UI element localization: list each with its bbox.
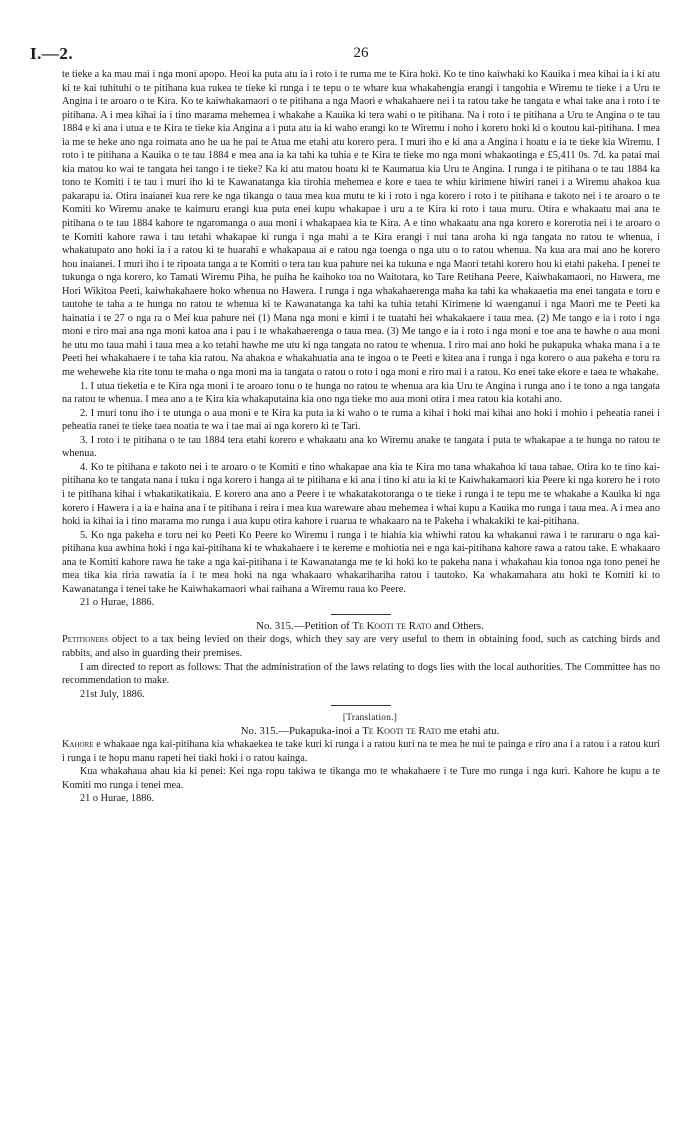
document-body xyxy=(62,68,660,806)
committee-report-maori: Kua whakahaua ahau kia ki penei: Kei nga ropu takiwa te tikanga mo te whakahaere i te Ture mo runga i nga kuri. Kahore he kupu a te Komiti mo runga i tenei mea. xyxy=(62,766,660,791)
petition-title-suffix: and Others. xyxy=(434,619,484,632)
finding-paragraph-2: 2. I muri tonu iho i te utunga o aua moni e te Kira ka puta ia ki waho o te ruma a kihai i hoki mai kihai ano hoki i mohio i peheatia ranei i peheatia ranei te tieke taea noatia te wa i tae mai ai nga korero ki te Tari. xyxy=(62,407,660,433)
petitioner-name: Te Kooti te Rato xyxy=(352,619,432,632)
report-paragraph-continued: te tieke a ka mau mai i nga moni apopo. Heoi ka puta atu ia i roto i te ruma me te Kira hoki. Ko te tino kaiwhaki ko Kauika i mea kihai ia i ki atu ki te kai tuhituhi o te pitihana kua rukea te tieke ki runga i te tepu o te whare kua whakahengia erangi i tangohia e Wiremu te tieke i a Uru te Angina i te aroaro o te Kira. Ko te kaiwhakamaori o te pitihana a nga Maori e whakahaere nei i ta ratou take he tangata e whai take ana i roto i te pitihana. A i mea kihai ia i tino marama mehemea i whakahe a Kauika ki tera wahi o te pitihana. Na i roto i te pitihana a Uru te Angina o te tau 1884 e ki ana i utua e te Kira te tieke kia Angina a i puta atu ia ki waho erangi ko te Wiremu i noho i korero hoki ki o koutou kai-pitihana. I mea ia me te heke ano nga roimata ano he ua he pai te Atua me etahi atu korero pera. I muri iho e ki ana a Angina i hoatu e ia te tieke kia Wiremu. I roto i te pitihana a Kauika o te tau 1884 e mea ana ia ka tahi ka tuhia e te Kira te tieke mo nga moni whakaotinga e £5,411 0s. 7d. ka patai mai kia matou ko wai te tangata hei tango i te tieke? Ka ki atu matou hoatu ki te Kaumatua kia Uru te Angina. I runga i te pitihana o te tau 1884 ka tono te Komiti i te tau i muri iho ki te Kawanatanga kia tirohia mehemea e kore e taea te whiu kirimene hiwiri ranei i a Wiremu ahakoa kua pakarapu ia. Otira inaianei kua rere ke nga tikanga o taua mea kua mutu te ki i roto i nga korero i roto i te pitihana e takoto nei i te aroaro o te Komiti ko Wiremu anake te kaimuru erangi kua puta enei kupu whakapae i uru a te Kira ki roto i taua muru. Otira e whakaatu mai ana te pitihana o te tau 1884 kahore te ngaromanga o aua moni i whakapaea kia te Kira. A e tino whakaatu ana nga korero e korerotia nei i te aroaro o te Komiti kahore rawa i tau tetahi whakapae ki runga i nga mahi a te Kira erangi i nui tana aroha ki nga tangata no ratou te whenua, i whakatupato ano hoki ia i a ratou ki te huarahi e whakapaua ai e ratou nga toenga o nga utu o to ratou whenua. Na kua ara mai ano he korero hou inaianei. I muri iho i te ripoata tanga a te Komiti o tera tau kua pahure nei ka tukuna e nga Maori tetahi korero hou ki etahi pakeha. I penei te tukunga o nga korero, ko Tamati Wiremu Piha, he puiha he kaihoko toa no Waitotara, ko Tare Retihana Peere, Kaiwhakamaori, no Hawera, me Hori Wikitoa Peeti, kaiwhakahaere hoko whenua no Hawera. I runga i nga whakahaerenga maha ka tahi ka whakaaetia ma enei tangata e toru e tautohe te taha a te hunga no ratou te whenua ki te Kawanatanga ka tahi ka tuhia tetahi Kirimene ki waenganui i nga Maori me te Peeti ka hainatia i te 27 o nga ra o Mei kua pahure nei (1) Mana nga moni e kimi i te tuatahi hei whakakaere i taua mea. (2) Me tango e ia i roto i nga moni e riro mai ana nga moni katoa ana i pau i te whakahaerenga o taua mea. (3) Me tango e ia i roto i nga moni e toe ana te hawhe o aua moni he utu mo taua mahi i taua mea a ko tetahi hawhe me utu ki nga tangata no ratou te whenua. I riro mai ano hoki he pukapuka whaka mana i a te Peeti hei whakahaere i te taha kia ratou. Na ahakoa e whakahuatia ana te ingoa o te Peeti e kitea ana i runga i nga korero o aua pakeha e toru ra me wehewehe kia rite tonu te maha o nga moni ma ia tangata o ratou o roto i nga moni e riro mai i a ratou. Ko enei take ekore e taea te whakahe. xyxy=(62,69,660,379)
summary-text: object to a tax being levied on their dogs, which they say are very useful to them in obtaining food, such as catching birds and rabbits, and also in guarding their premises. xyxy=(62,634,660,659)
report-date-maori: 21 o Hurae, 1886. xyxy=(80,793,155,805)
finding-paragraph-4: 4. Ko te pitihana e takoto nei i te aroaro o te Komiti e tino whakapae ana kia te Kira mo tana whakahoa ki taua tahae. Otira ko te tino kai-pitihana ko te tangata nana i tuku i nga korero i hanga ai te pitihana e ki ana i tino ki atu ia ki te Kaiwhakamaori kia Peere ki nga korero he i roto i te pitihana kihai i whakatikatikaia. E korero ana ano a Peere i te whakatakotoranga o te tieke i runga i te tepu me te whakahe a Kauika ki nga korero i Hawera i a ia e haina ana i te pitihana i reira i mea kua wareware ahau mehemea i whai kupu a Kauika mo runga i taua mea. A i mea ano hoki ia kihai ia i tino marama mo runga i aua kupu otira kahore i ruarua te whakaaro na te Pakeha i whakakiki te kai-pitihana. xyxy=(62,461,660,528)
page-header xyxy=(30,42,660,68)
finding-paragraph-5: 5. Ko nga pakeha e toru nei ko Peeti Ko Peere ko Wiremu i runga i te hiahia kia whiwhi ratou ka whakanui rawa i te raruraru o nga kai-pitihana kua awhina hoki i nga kai-pitihana ki te whakahaere i te kereme e mohiotia nei e nga kai-pitihana kahore rawa a ratou take. E whakaaro ana te Komiti kahore rawa he take a nga kai-pitihana i te Kawanatanga me te ki hoki ko te pakeha nana i whakahau kia tonoa nga tono penei he mea tika kia riria rawatia ia i te mea hoki na nga whakaaro whakarihariha ratou i tautoko. Ka whakamahara atu hoki te Komiti ki to Kawanatanga i tenei take he Kaiwhakamaori whai raihana a Wiremu raua ko Peere. xyxy=(62,529,660,595)
translation-label: [Translation.] xyxy=(342,712,398,723)
summary-text: e whakaae nga kai-pitihana kia whakaekea te take kuri ki runga i a ratou kuri na te mea he nui te painga e riro ana i a ratou i a ratou kuri i runga i te hopu manu rapeti hei tiaki hoki i o ratou kainga. xyxy=(62,739,660,764)
petition-title-suffix: me etahi atu. xyxy=(443,724,500,737)
committee-report-english: I am directed to report as follows: That the administration of the laws relating to dogs lies with the local authorities. The Committee has no recommendation to make. xyxy=(62,661,660,687)
section-divider xyxy=(331,705,391,706)
lead-word: Kahore xyxy=(62,739,94,751)
finding-paragraph-3: 3. I roto i te pitihana o te tau 1884 tera etahi korero e whakaatu ana ko Wiremu anake te tangata i puta te whakapae a te hunga no ratou te whenua. xyxy=(62,434,660,460)
section-divider xyxy=(331,614,391,615)
petition-title-maori xyxy=(62,725,660,739)
report-date-english: 21st July, 1886. xyxy=(80,688,145,700)
petition-summary-maori xyxy=(62,738,660,765)
petition-title-prefix: No. 315.—Petition of xyxy=(256,619,350,632)
petition-title-english xyxy=(62,620,660,634)
report-date: 21 o Hurae, 1886. xyxy=(80,597,155,609)
lead-word: Petitioners xyxy=(62,634,109,646)
parliamentary-paper-reference: I.—2. xyxy=(30,44,74,63)
petition-summary-english xyxy=(62,633,660,660)
page-number: 26 xyxy=(353,45,369,61)
petition-title-prefix: No. 315.—Pukapuka-inoi a xyxy=(240,724,360,737)
petitioner-name: Te Kooti te Rato xyxy=(362,724,442,737)
finding-paragraph-1: 1. I utua tieketia e te Kira nga moni i te aroaro tonu o te hunga no ratou te whenua ara kia Uru te Angina i runga ano i te tono a nga tangata na ratou te whenua. I mea ano a te Kira kia whakaputaina kia ono nga tieke mo aua moni otira i mea ratou kia kotahi ano. xyxy=(62,380,660,406)
